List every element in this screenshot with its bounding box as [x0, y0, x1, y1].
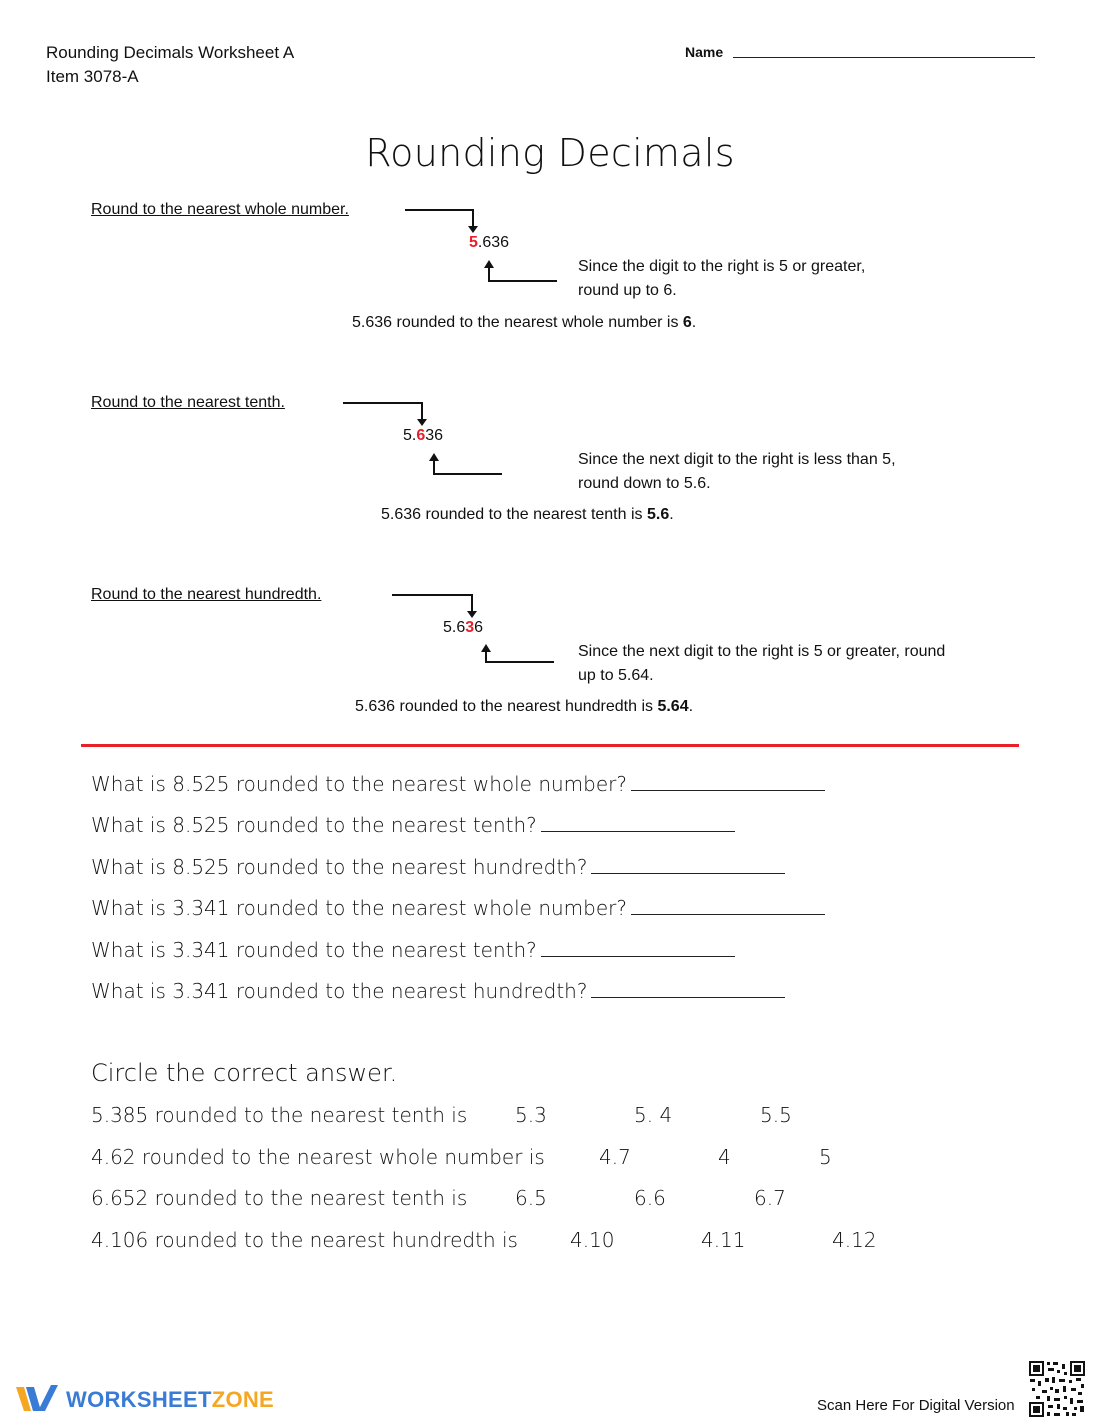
example-3-explanation-2: up to 5.64.: [578, 667, 654, 684]
example-2-explanation-2: round down to 5.6.: [578, 475, 711, 492]
circle-option[interactable]: 5.5: [760, 1103, 792, 1127]
answer-blank[interactable]: [631, 898, 825, 915]
circle-prompt-4: 4.106 rounded to the nearest hundredth is: [91, 1228, 518, 1252]
question-3: What is 8.525 rounded to the nearest hundredth?: [91, 855, 785, 879]
circle-option[interactable]: 6.5: [515, 1186, 547, 1210]
circle-option[interactable]: 6.6: [634, 1186, 666, 1210]
name-label: Name: [685, 44, 724, 60]
circle-prompt-2: 4.62 rounded to the nearest whole number is: [91, 1145, 545, 1169]
example-3-explanation-1: Since the next digit to the right is 5 or greater, round: [578, 643, 946, 660]
answer-blank[interactable]: [631, 774, 825, 791]
qr-code-icon[interactable]: [1028, 1360, 1086, 1418]
answer-blank[interactable]: [541, 815, 735, 832]
circle-option[interactable]: 4.11: [701, 1228, 746, 1252]
circle-option[interactable]: 6.7: [754, 1186, 786, 1210]
page-title: Rounding Decimals: [365, 131, 735, 175]
worksheet-title: Rounding Decimals Worksheet A: [46, 43, 295, 62]
question-5: What is 3.341 rounded to the nearest tenth?: [91, 938, 735, 962]
answer-blank[interactable]: [591, 981, 785, 998]
example-3-result: 5.636 rounded to the nearest hundredth is 5.64.: [355, 698, 694, 715]
example-1-result: 5.636 rounded to the nearest whole number is 6.: [352, 314, 697, 331]
example-2-number: 5.636: [403, 427, 444, 444]
circle-option[interactable]: 4.12: [832, 1228, 877, 1252]
circle-option[interactable]: 4.7: [599, 1145, 631, 1169]
worksheetzone-logo-icon: [14, 1383, 62, 1417]
answer-blank[interactable]: [541, 940, 735, 957]
worksheetzone-logo[interactable]: WORKSHEETZONE: [66, 1387, 275, 1412]
circle-heading: Circle the correct answer.: [91, 1059, 398, 1087]
question-2: What is 8.525 rounded to the nearest tenth?: [91, 813, 735, 837]
circle-option[interactable]: 4.10: [570, 1228, 615, 1252]
question-1: What is 8.525 rounded to the nearest whole number?: [91, 772, 825, 796]
circle-option[interactable]: 5: [819, 1145, 832, 1169]
example-1-explanation-1: Since the digit to the right is 5 or greater,: [578, 258, 866, 275]
circle-option[interactable]: 5.3: [515, 1103, 547, 1127]
item-number: Item 3078-A: [46, 67, 139, 86]
example-2-explanation-1: Since the next digit to the right is less than 5,: [578, 451, 896, 468]
answer-blank[interactable]: [591, 857, 785, 874]
circle-option[interactable]: 5. 4: [634, 1103, 673, 1127]
section-divider: [81, 744, 1019, 747]
circle-prompt-3: 6.652 rounded to the nearest tenth is: [91, 1186, 468, 1210]
scan-text: Scan Here For Digital Version: [817, 1397, 1015, 1414]
circle-prompt-1: 5.385 rounded to the nearest tenth is: [91, 1103, 468, 1127]
highlight-digit: 6: [416, 427, 426, 444]
example-3-label: Round to the nearest hundredth.: [91, 586, 322, 603]
circle-option[interactable]: 4: [718, 1145, 731, 1169]
example-2-label: Round to the nearest tenth.: [91, 394, 285, 411]
example-1-explanation-2: round up to 6.: [578, 282, 677, 299]
question-6: What is 3.341 rounded to the nearest hundredth?: [91, 979, 785, 1003]
example-1-label: Round to the nearest whole number.: [91, 201, 349, 218]
example-2-result: 5.636 rounded to the nearest tenth is 5.6.: [381, 506, 674, 523]
question-4: What is 3.341 rounded to the nearest whole number?: [91, 896, 825, 920]
highlight-digit: 5: [469, 234, 478, 251]
highlight-digit: 3: [465, 619, 475, 636]
example-1-number: 5.636: [469, 234, 510, 251]
example-3-number: 5.636: [443, 619, 484, 636]
